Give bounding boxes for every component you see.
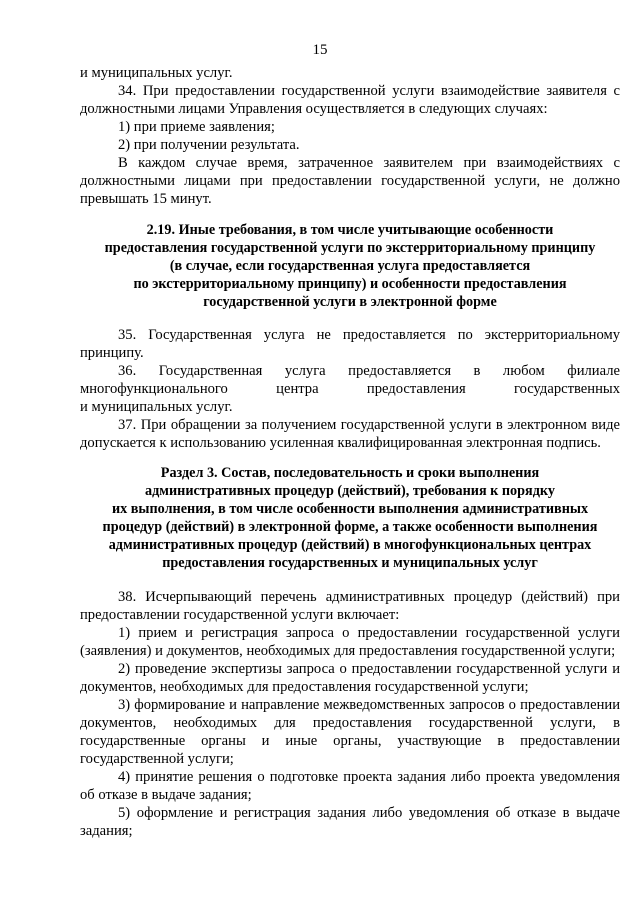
section-2-19-heading xyxy=(80,221,620,311)
paragraph-36 xyxy=(80,362,620,416)
section-3-heading-line-5: административных процедур (действий) в многофункциональных центрах xyxy=(108,537,592,553)
paragraph-35: 35. Государственная услуга не предоставляется по экстерриториальному принципу. xyxy=(80,327,620,361)
section-2-19-heading-line-5: государственной услуги в электронной форме xyxy=(203,294,497,310)
section-2-19-heading-line-4: по экстерриториальному принципу) и особенности предоставления xyxy=(133,276,567,292)
page-number: 15 xyxy=(312,42,328,58)
paragraph-34-time-limit: В каждом случае время, затраченное заявителем при взаимодействиях с должностными лицами при предоставлении государственной услуги, не должно превышать 15 минут. xyxy=(80,155,620,207)
paragraph-34: 34. При предоставлении государственной услуги взаимодействие заявителя с должностными лицами Управления осуществляется в следующих случаях: xyxy=(80,83,620,117)
section-2-19-heading-line-1: 2.19. Иные требования, в том числе учитывающие особенности xyxy=(146,222,554,238)
paragraph-36-line-3: и муниципальных услуг. xyxy=(80,399,233,415)
section-2-19-heading-line-3: (в случае, если государственная услуга предоставляется xyxy=(169,258,531,274)
section-3-heading-line-6: предоставления государственных и муниципальных услуг xyxy=(162,555,538,571)
continuation-text: и муниципальных услуг. xyxy=(80,65,233,81)
paragraph-38-item-5: 5) оформление и регистрация задания либо уведомления об отказе в выдаче задания; xyxy=(80,805,620,839)
section-2-19-heading-line-2: предоставления государственной услуги по экстерриториальному принципу xyxy=(104,240,596,256)
paragraph-38-item-1: 1) прием и регистрация запроса о предоставлении государственной услуги (заявления) и документов, необходимых для предоставления государственной услуги; xyxy=(80,625,620,659)
section-3-heading-line-1: Раздел 3. Состав, последовательность и сроки выполнения xyxy=(160,465,540,481)
paragraph-34-item-1: 1) при приеме заявления; xyxy=(118,119,275,135)
page-content xyxy=(80,64,620,840)
paragraph-36-line-2: многофункционального центра предоставления государственных xyxy=(80,381,620,397)
section-3-heading-line-4: процедур (действий) в электронной форме, а также особенности выполнения xyxy=(102,519,598,535)
section-3-heading-line-3: их выполнения, в том числе особенности выполнения административных xyxy=(111,501,589,517)
paragraph-34-item-2: 2) при получении результата. xyxy=(118,137,300,153)
section-3-heading xyxy=(80,464,620,572)
section-3-heading-line-2: административных процедур (действий), требования к порядку xyxy=(145,483,555,499)
paragraph-38-item-3: 3) формирование и направление межведомственных запросов о предоставлении документов, необходимых для предоставления государственной услуги, в государственные органы и иные органы, участвующие в предоставлении государственной услуги; xyxy=(80,697,620,767)
paragraph-38: 38. Исчерпывающий перечень административных процедур (действий) при предоставлении государственной услуги включает: xyxy=(80,589,620,623)
paragraph-38-item-2: 2) проведение экспертизы запроса о предоставлении государственной услуги и документов, необходимых для предоставления государственной услуги; xyxy=(80,661,620,695)
paragraph-37: 37. При обращении за получением государственной услуги в электронном виде допускается к использованию усиленная квалифицированная электронная подпись. xyxy=(80,417,620,451)
paragraph-38-item-4: 4) принятие решения о подготовке проекта задания либо проекта уведомления об отказе в выдаче задания; xyxy=(80,769,620,803)
paragraph-36-line-1: 36. Государственная услуга предоставляется в любом филиале xyxy=(118,363,620,379)
